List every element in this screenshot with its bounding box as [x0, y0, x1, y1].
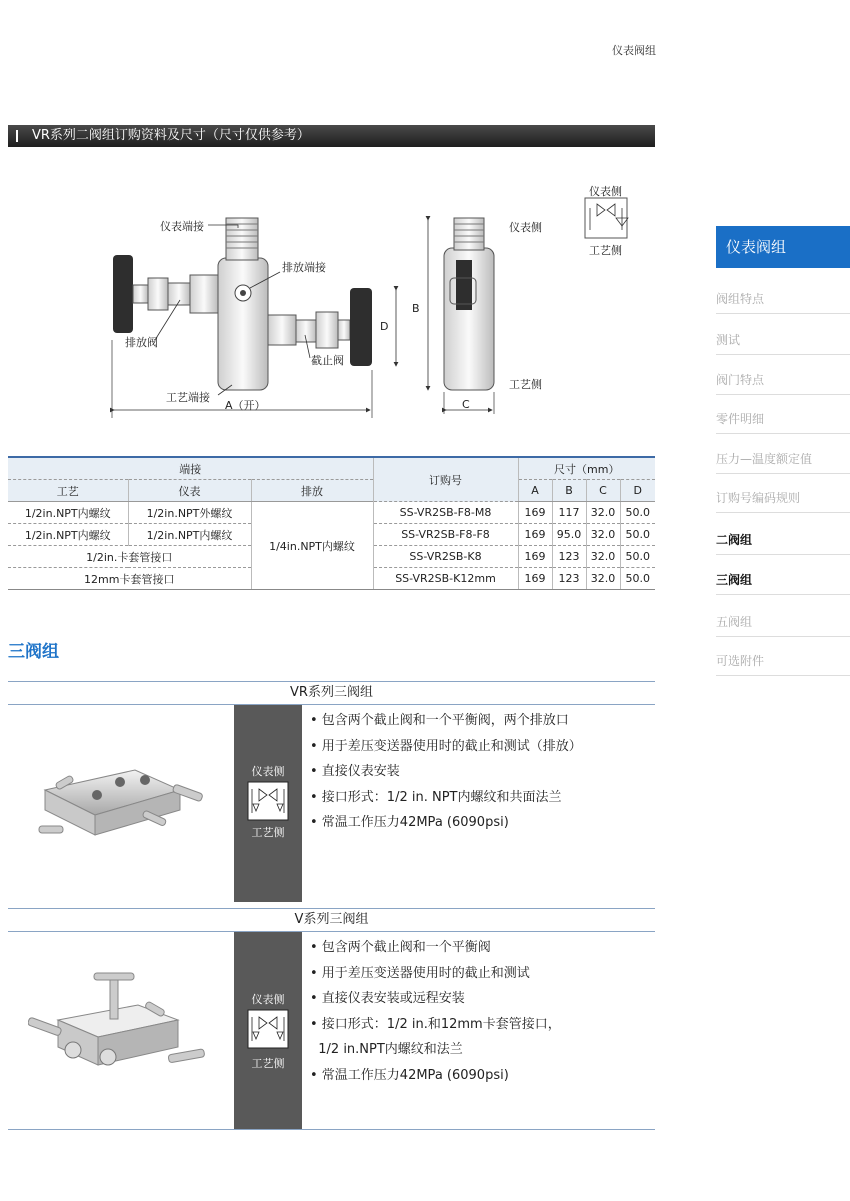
th-c: C: [586, 480, 620, 502]
bullet-item: • 接口形式：1/2 in.和12mm卡套管接口，: [310, 1016, 561, 1032]
cell-process: 1/2in.NPT内螺纹: [8, 502, 128, 524]
product-box-bottom-rule: [8, 1129, 655, 1130]
bullet-item: • 常温工作压力42MPa (6090psi): [310, 815, 509, 830]
sidebar-item-five-valve[interactable]: 五阀组: [716, 613, 850, 637]
bullet-item: • 直接仪表安装: [310, 764, 400, 779]
label-vent-port: 排放端接: [282, 261, 326, 274]
valve-symbol: [247, 781, 289, 821]
th-d: D: [620, 480, 655, 502]
sidebar-item-active[interactable]: 仪表阀组: [716, 226, 850, 268]
label-dim-b: B: [412, 302, 420, 315]
table-row: [8, 502, 655, 524]
cell-connection: 12mm卡套管接口: [8, 568, 251, 590]
section-title: VR系列二阀组订购资料及尺寸（尺寸仅供参考）: [32, 128, 310, 143]
valve-symbol: [247, 1009, 289, 1049]
sidebar-item-valve-features[interactable]: 阀门特点: [716, 371, 850, 395]
product-image-vr: [35, 760, 215, 840]
label-dim-a: A（开）: [225, 399, 266, 412]
sidebar-item-accessories[interactable]: 可选附件: [716, 652, 850, 676]
cell-a: 169: [518, 546, 552, 568]
cell-d: 50.0: [620, 502, 655, 524]
cell-c: 32.0: [586, 568, 620, 590]
cell-b: 117: [552, 502, 586, 524]
cell-d: 50.0: [620, 568, 655, 590]
cell-c: 32.0: [586, 524, 620, 546]
symbol-top-label: 仪表侧: [251, 993, 285, 1006]
bullet-item: • 接口形式：1/2 in. NPT内螺纹和共面法兰: [310, 789, 562, 805]
label-dim-d: D: [380, 320, 389, 333]
product-bullets: [310, 708, 582, 836]
bullet-item: • 直接仪表安装或远程安装: [310, 991, 465, 1006]
cell-order: SS-VR2SB-F8-M8: [373, 502, 518, 524]
page-corner-title: 仪表阀组: [612, 44, 656, 57]
cell-c: 32.0: [586, 502, 620, 524]
order-table: [8, 456, 655, 590]
th-instrument: 仪表: [128, 480, 251, 502]
valve-body: [218, 258, 268, 390]
sidebar-item-ordering[interactable]: 订购号编码规则: [716, 489, 850, 513]
dimension-drawing: [100, 170, 660, 420]
bullet-item: 1/2 in.NPT内螺纹和法兰: [310, 1042, 463, 1057]
band-tick: [16, 130, 18, 142]
label-process-side: 工艺侧: [509, 378, 542, 391]
cell-d: 50.0: [620, 524, 655, 546]
cell-b: 123: [552, 546, 586, 568]
cell-b: 123: [552, 568, 586, 590]
sidebar-item-three-valve[interactable]: 三阀组: [716, 571, 850, 595]
bullet-item: • 包含两个截止阀和一个平衡阀: [310, 940, 491, 955]
sidebar-item-features[interactable]: 阀组特点: [716, 290, 850, 314]
stop-handle: [350, 288, 372, 366]
th-connection: 端接: [8, 457, 373, 480]
label-stop-valve: 截止阀: [311, 354, 344, 367]
product-bullets: [310, 935, 561, 1088]
bullet-item: • 常温工作压力42MPa (6090psi): [310, 1067, 509, 1083]
th-process: 工艺: [8, 480, 128, 502]
cell-c: 32.0: [586, 546, 620, 568]
cell-a: 169: [518, 524, 552, 546]
label-process-port: 工艺端接: [166, 391, 210, 404]
bullet-item: • 用于差压变送器使用时的截止和测试（排放）: [310, 738, 582, 754]
vent-handle: [113, 255, 133, 333]
bullet-item: • 用于差压变送器使用时的截止和测试: [310, 965, 530, 981]
cell-vent: 1/4in.NPT内螺纹: [251, 502, 373, 590]
label-vent-valve: 排放阀: [125, 336, 158, 349]
label-instrument-side: 仪表侧: [509, 221, 542, 234]
cell-order: SS-VR2SB-F8-F8: [373, 524, 518, 546]
cell-instrument: 1/2in.NPT内螺纹: [128, 524, 251, 546]
cell-connection: 1/2in.卡套管接口: [8, 546, 251, 568]
product-title: V系列三阀组: [8, 908, 655, 932]
symbol-bottom-label: 工艺侧: [589, 244, 622, 257]
cell-process: 1/2in.NPT内螺纹: [8, 524, 128, 546]
sidebar-item-testing[interactable]: 测试: [716, 331, 850, 355]
symbol-top-label: 仪表侧: [251, 765, 285, 778]
cell-a: 169: [518, 568, 552, 590]
section-title-three-valve: 三阀组: [8, 642, 59, 662]
th-a: A: [518, 480, 552, 502]
cell-d: 50.0: [620, 546, 655, 568]
sidebar-item-pressure-temp[interactable]: 压力—温度额定值: [716, 450, 850, 474]
cell-order: SS-VR2SB-K8: [373, 546, 518, 568]
th-order-no: 订购号: [373, 457, 518, 502]
symbol-bottom-label: 工艺侧: [251, 1057, 285, 1070]
symbol-top-label: 仪表侧: [589, 185, 622, 198]
cell-order: SS-VR2SB-K12mm: [373, 568, 518, 590]
symbol-bottom-label: 工艺侧: [251, 826, 285, 839]
th-dims: 尺寸（mm）: [518, 457, 655, 480]
cell-instrument: 1/2in.NPT外螺纹: [128, 502, 251, 524]
cell-a: 169: [518, 502, 552, 524]
th-b: B: [552, 480, 586, 502]
sidebar-item-two-valve[interactable]: 二阀组: [716, 531, 850, 555]
bullet-item: • 包含两个截止阀和一个平衡阀，两个排放口: [310, 713, 569, 728]
sidebar-item-parts[interactable]: 零件明细: [716, 410, 850, 434]
product-title: VR系列三阀组: [8, 681, 655, 705]
label-instrument-port: 仪表端接: [160, 220, 204, 233]
th-vent: 排放: [251, 480, 373, 502]
label-dim-c: C: [462, 398, 470, 411]
product-image-v: [28, 965, 208, 1085]
section-title-band: [8, 125, 655, 147]
cell-b: 95.0: [552, 524, 586, 546]
